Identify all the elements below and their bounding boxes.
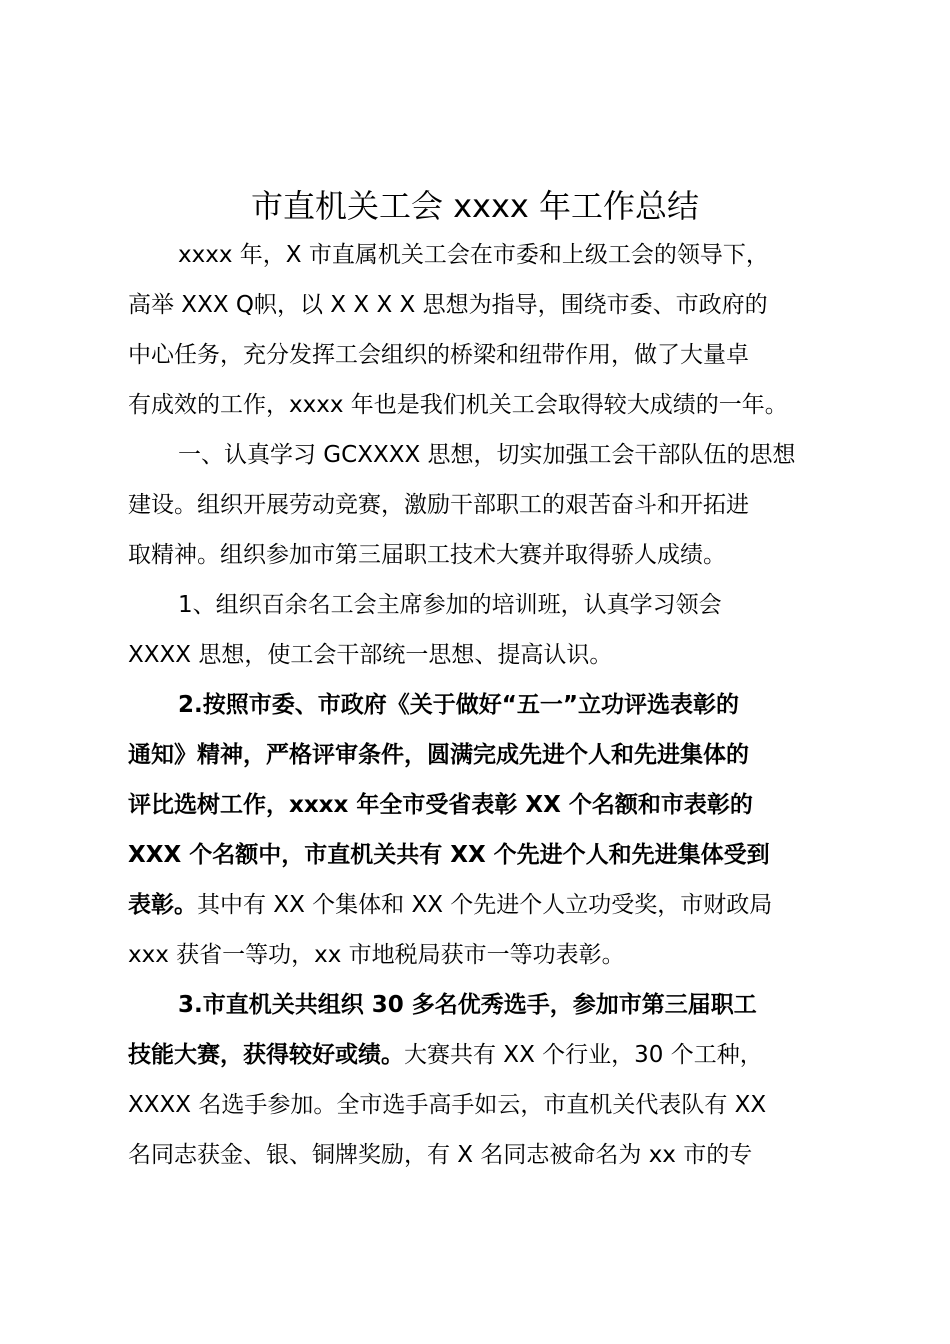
- bold-text-run: 技能大赛，获得较好或绩。: [128, 1042, 404, 1068]
- text-run: 高举 XXX Q帜，以 X X X X 思想为指导，围绕市委、市政府的: [128, 292, 768, 318]
- text-line: [128, 380, 840, 430]
- text-line: [128, 780, 840, 830]
- text-run: XXXX 思想，使工会干部统一思想、提高认识。: [128, 642, 613, 668]
- text-line: [128, 230, 840, 280]
- text-run: xxx 获省一等功，xx 市地税局获市一等功表彰。: [128, 942, 625, 968]
- bold-text-run: 通知》精神，严格评审条件，圆满完成先进个人和先进集体的: [128, 742, 749, 768]
- paragraph-section-one: [128, 430, 840, 580]
- text-run: 大赛共有 XX 个行业，30 个工种，: [404, 1042, 763, 1068]
- bold-text-run: 评比选树工作，xxxx 年全市受省表彰 XX 个名额和市表彰的: [128, 792, 753, 818]
- text-line: [128, 280, 840, 330]
- text-line: [128, 580, 840, 630]
- text-run: xxxx 年，X 市直属机关工会在市委和上级工会的领导下，: [178, 242, 769, 268]
- text-run: 有成效的工作，xxxx 年也是我们机关工会取得较大成绩的一年。: [128, 392, 788, 418]
- bold-text-run: 2.按照市委、市政府《关于做好“五一”立功评选表彰的: [178, 692, 739, 718]
- text-line: [128, 830, 840, 880]
- text-run: XXXX 名选手参加。全市选手高手如云，市直机关代表队有 XX: [128, 1092, 767, 1118]
- paragraph-item-1: [128, 580, 840, 680]
- bold-text-run: 表彰。: [128, 892, 197, 918]
- text-line: [128, 530, 840, 580]
- text-line: [128, 880, 840, 930]
- text-line: [128, 1080, 840, 1130]
- text-run: 中心任务，充分发挥工会组织的桥梁和纽带作用，做了大量卓: [128, 342, 749, 368]
- text-line: [128, 730, 840, 780]
- text-line: [128, 1130, 840, 1180]
- text-run: 取精神。组织参加市第三届职工技术大赛并取得骄人成绩。: [128, 542, 726, 568]
- document-body: [128, 230, 840, 1180]
- text-line: [128, 430, 840, 480]
- text-line: [128, 930, 840, 980]
- text-line: [128, 630, 840, 680]
- bold-text-run: 3.市直机关共组织 30 多名优秀选手，参加市第三届职工: [178, 992, 757, 1018]
- document-title: 市直机关工会 xxxx 年工作总结: [250, 187, 700, 225]
- paragraph-item-2: [128, 680, 840, 980]
- text-line: [128, 980, 840, 1030]
- text-run: 其中有 XX 个集体和 XX 个先进个人立功受奖，市财政局: [197, 892, 773, 918]
- text-run: 建设。组织开展劳动竞赛，激励干部职工的艰苦奋斗和开拓进: [128, 492, 749, 518]
- text-run: 一、认真学习 GCXXXX 思想，切实加强工会干部队伍的思想: [178, 442, 796, 468]
- text-run: 名同志获金、银、铜牌奖励，有 X 名同志被命名为 xx 市的专: [128, 1142, 753, 1168]
- text-line: [128, 680, 840, 730]
- text-run: 1、组织百余名工会主席参加的培训班，认真学习领会: [178, 592, 722, 618]
- text-line: [128, 1030, 840, 1080]
- bold-text-run: XXX 个名额中，市直机关共有 XX 个先进个人和先进集体受到: [128, 842, 770, 868]
- paragraph-item-3: [128, 980, 840, 1180]
- text-line: [128, 330, 840, 380]
- paragraph-intro: [128, 230, 840, 430]
- text-line: [128, 480, 840, 530]
